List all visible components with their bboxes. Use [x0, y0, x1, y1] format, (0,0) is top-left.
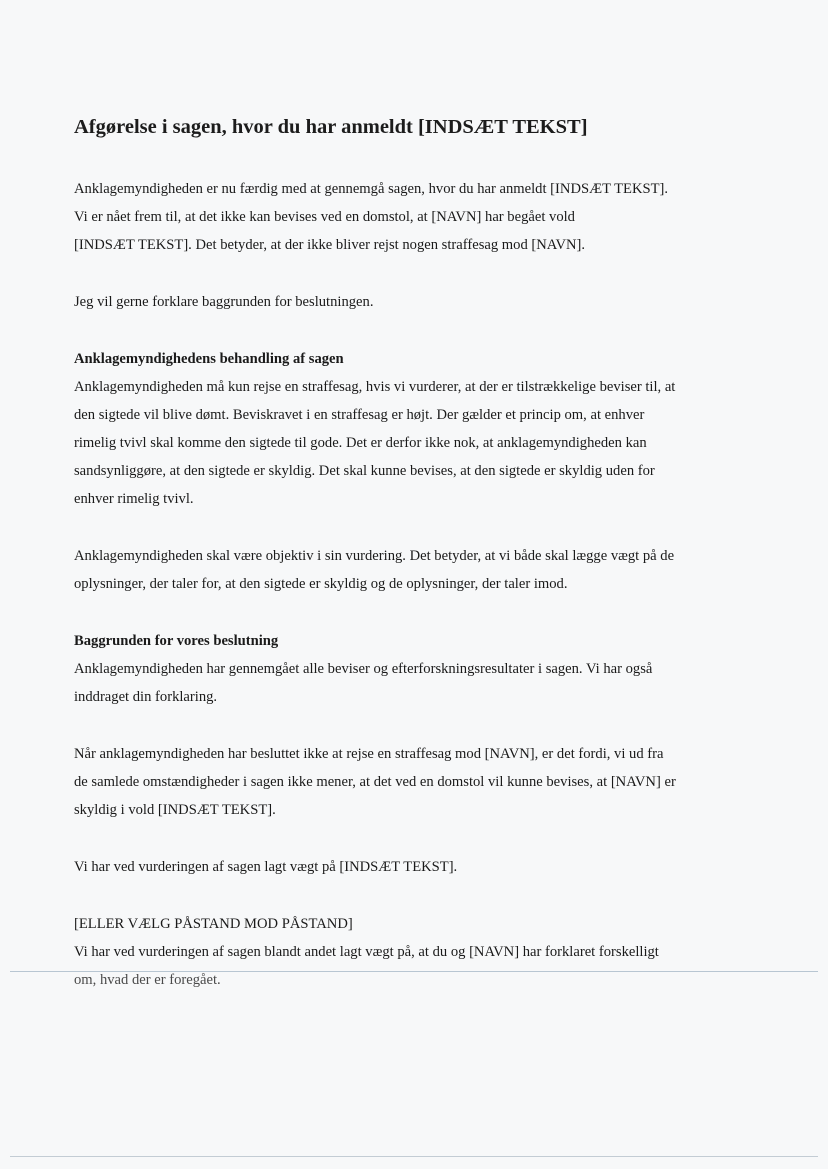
text-line: Anklagemyndigheden har gennemgået alle beviser og efterforskningsresultater i sagen. Vi har også	[74, 661, 653, 677]
document-title: Afgørelse i sagen, hvor du har anmeldt [INDSÆT TEKST]	[74, 116, 588, 138]
text-line: Vi er nået frem til, at det ikke kan bevises ved en domstol, at [NAVN] har begået vold	[74, 209, 575, 225]
scan-artifact-line	[10, 971, 818, 972]
decision-paragraph	[74, 740, 764, 824]
intro-paragraph	[74, 175, 764, 259]
treatment-paragraph	[74, 373, 764, 513]
text-line: sandsynliggøre, at den sigtede er skyldig. Det skal kunne bevises, at den sigtede er skyldig uden for	[74, 463, 655, 479]
section-heading-reasons: Baggrunden for vores beslutning	[74, 633, 279, 649]
text-line: de samlede omstændigheder i sagen ikke mener, at det ved en domstol vil kunne bevises, at [NAVN] er	[74, 774, 676, 790]
text-line: om, hvad der er foregået.	[74, 972, 221, 988]
text-line: Anklagemyndigheden er nu færdig med at gennemgå sagen, hvor du har anmeldt [INDSÆT TEKST].	[74, 181, 669, 197]
text-line: Anklagemyndigheden skal være objektiv i sin vurdering. Det betyder, at vi både skal lægge vægt på de	[74, 548, 675, 564]
text-line: inddraget din forklaring.	[74, 689, 218, 705]
objectivity-paragraph	[74, 542, 764, 598]
text-line: [INDSÆT TEKST]. Det betyder, at der ikke bliver rejst nogen straffesag mod [NAVN].	[74, 237, 586, 253]
text-line: Vi har ved vurderingen af sagen blandt andet lagt vægt på, at du og [NAVN] har forklaret forskelligt	[74, 944, 659, 960]
review-paragraph	[74, 655, 764, 711]
text-line: rimelig tvivl skal komme den sigtede til gode. Det er derfor ikke nok, at anklagemyndigheden kan	[74, 435, 647, 451]
text-line: den sigtede vil blive dømt. Beviskravet i en straffesag er højt. Der gælder et princip om, at enhver	[74, 407, 645, 423]
alternative-heading: [ELLER VÆLG PÅSTAND MOD PÅSTAND]	[74, 916, 353, 932]
document-body	[74, 113, 764, 994]
text-line: Når anklagemyndigheden har besluttet ikke at rejse en straffesag mod [NAVN], er det fordi, vi ud fra	[74, 746, 664, 762]
text-line: oplysninger, der taler for, at den sigtede er skyldig og de oplysninger, der taler imod.	[74, 576, 568, 592]
explain-paragraph: Jeg vil gerne forklare baggrunden for beslutningen.	[74, 294, 374, 310]
conflict-paragraph	[74, 938, 764, 994]
emphasis-paragraph: Vi har ved vurderingen af sagen lagt vægt på [INDSÆT TEKST].	[74, 859, 458, 875]
scan-artifact-line	[10, 1156, 818, 1157]
text-line: Anklagemyndigheden må kun rejse en straffesag, hvis vi vurderer, at der er tilstrækkelige beviser til, at	[74, 379, 676, 395]
text-line: skyldig i vold [INDSÆT TEKST].	[74, 802, 276, 818]
section-heading-treatment: Anklagemyndighedens behandling af sagen	[74, 351, 344, 367]
text-line: enhver rimelig tvivl.	[74, 491, 194, 507]
